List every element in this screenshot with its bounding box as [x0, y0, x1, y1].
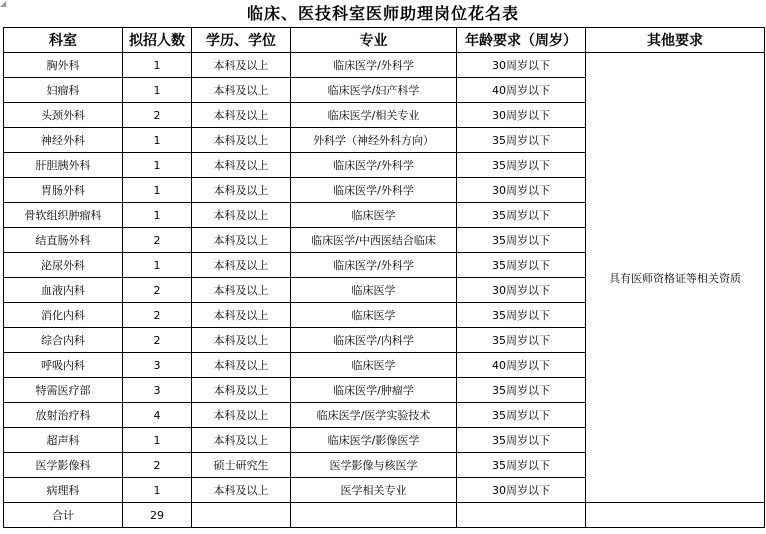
- cell-age: 35周岁以下: [457, 253, 586, 278]
- header-row: [4, 28, 765, 53]
- page-title: 临床、医技科室医师助理岗位花名表: [246, 4, 519, 23]
- cell-education: 本科及以上: [192, 203, 291, 228]
- cell-age: 35周岁以下: [457, 328, 586, 353]
- table-row: [4, 53, 765, 78]
- cell-age: 40周岁以下: [457, 78, 586, 103]
- cell-dept: 结直肠外科: [4, 228, 123, 253]
- cell-age: 40周岁以下: [457, 353, 586, 378]
- sheet-corner-marker: ◢: [0, 0, 7, 8]
- cell-dept: 呼吸内科: [4, 353, 123, 378]
- cell-major: 医学相关专业: [291, 478, 457, 503]
- cell-education: 本科及以上: [192, 253, 291, 278]
- table-body: [4, 53, 765, 528]
- cell-major: 临床医学: [291, 303, 457, 328]
- total-count: 29: [123, 503, 192, 528]
- cell-count: 2: [123, 103, 192, 128]
- cell-age: 35周岁以下: [457, 303, 586, 328]
- cell-major: 临床医学/外科学: [291, 153, 457, 178]
- cell-education: 本科及以上: [192, 378, 291, 403]
- cell-count: 2: [123, 303, 192, 328]
- cell-dept: 胃肠外科: [4, 178, 123, 203]
- cell-education: 本科及以上: [192, 353, 291, 378]
- cell-age: 30周岁以下: [457, 178, 586, 203]
- cell-age: 35周岁以下: [457, 428, 586, 453]
- cell-dept: 血液内科: [4, 278, 123, 303]
- cell-dept: 胸外科: [4, 53, 123, 78]
- cell-education: 本科及以上: [192, 178, 291, 203]
- cell-education: 本科及以上: [192, 328, 291, 353]
- cell-count: 2: [123, 228, 192, 253]
- cell-major: 临床医学/相关专业: [291, 103, 457, 128]
- cell-age: 30周岁以下: [457, 478, 586, 503]
- cell-dept: 放射治疗科: [4, 403, 123, 428]
- cell-count: 1: [123, 428, 192, 453]
- column-header-dept: 科室: [4, 28, 123, 53]
- cell-count: 1: [123, 178, 192, 203]
- cell-age: 30周岁以下: [457, 53, 586, 78]
- cell-dept: 病理科: [4, 478, 123, 503]
- cell-other-requirement: 具有医师资格证等相关资质: [586, 53, 765, 503]
- cell-dept: 医学影像科: [4, 453, 123, 478]
- column-header-age: 年龄要求（周岁）: [457, 28, 586, 53]
- cell-count: 1: [123, 128, 192, 153]
- cell-dept: 骨软组织肿瘤科: [4, 203, 123, 228]
- cell-count: 2: [123, 453, 192, 478]
- cell-major: 临床医学/肿瘤学: [291, 378, 457, 403]
- cell-dept: 泌尿外科: [4, 253, 123, 278]
- cell-major: 临床医学: [291, 203, 457, 228]
- cell-major: 临床医学: [291, 353, 457, 378]
- total-empty-age: [457, 503, 586, 528]
- cell-dept: 妇瘤科: [4, 78, 123, 103]
- cell-count: 1: [123, 478, 192, 503]
- cell-age: 35周岁以下: [457, 403, 586, 428]
- cell-major: 医学影像与核医学: [291, 453, 457, 478]
- cell-age: 35周岁以下: [457, 153, 586, 178]
- cell-dept: 超声科: [4, 428, 123, 453]
- column-header-education: 学历、学位: [192, 28, 291, 53]
- cell-count: 4: [123, 403, 192, 428]
- cell-count: 2: [123, 328, 192, 353]
- roster-table: [3, 27, 765, 528]
- cell-major: 临床医学/内科学: [291, 328, 457, 353]
- cell-major: 临床医学/妇产科学: [291, 78, 457, 103]
- cell-count: 2: [123, 278, 192, 303]
- cell-count: 1: [123, 153, 192, 178]
- cell-count: 1: [123, 253, 192, 278]
- cell-age: 30周岁以下: [457, 278, 586, 303]
- cell-education: 本科及以上: [192, 103, 291, 128]
- cell-count: 3: [123, 353, 192, 378]
- cell-major: 临床医学/外科学: [291, 178, 457, 203]
- cell-major: 临床医学/外科学: [291, 53, 457, 78]
- cell-education: 本科及以上: [192, 278, 291, 303]
- total-empty-other: [586, 503, 765, 528]
- column-header-count: 拟招人数: [123, 28, 192, 53]
- cell-education: 本科及以上: [192, 78, 291, 103]
- cell-education: 本科及以上: [192, 428, 291, 453]
- cell-education: 本科及以上: [192, 53, 291, 78]
- cell-count: 1: [123, 53, 192, 78]
- total-label: 合计: [4, 503, 123, 528]
- total-empty-education: [192, 503, 291, 528]
- column-header-other: 其他要求: [586, 28, 765, 53]
- cell-education: 本科及以上: [192, 403, 291, 428]
- total-empty-major: [291, 503, 457, 528]
- cell-dept: 消化内科: [4, 303, 123, 328]
- cell-age: 30周岁以下: [457, 103, 586, 128]
- cell-age: 35周岁以下: [457, 453, 586, 478]
- cell-education: 本科及以上: [192, 153, 291, 178]
- cell-education: 本科及以上: [192, 228, 291, 253]
- cell-age: 35周岁以下: [457, 228, 586, 253]
- cell-education: 本科及以上: [192, 303, 291, 328]
- cell-education: 硕士研究生: [192, 453, 291, 478]
- cell-age: 35周岁以下: [457, 128, 586, 153]
- column-header-major: 专业: [291, 28, 457, 53]
- cell-education: 本科及以上: [192, 478, 291, 503]
- cell-major: 临床医学/医学实验技术: [291, 403, 457, 428]
- cell-dept: 肝胆胰外科: [4, 153, 123, 178]
- cell-dept: 头颈外科: [4, 103, 123, 128]
- cell-major: 临床医学/外科学: [291, 253, 457, 278]
- cell-major: 外科学（神经外科方向）: [291, 128, 457, 153]
- cell-age: 35周岁以下: [457, 203, 586, 228]
- cell-count: 3: [123, 378, 192, 403]
- cell-major: 临床医学: [291, 278, 457, 303]
- cell-count: 1: [123, 78, 192, 103]
- total-row: [4, 503, 765, 528]
- cell-dept: 神经外科: [4, 128, 123, 153]
- cell-education: 本科及以上: [192, 128, 291, 153]
- cell-count: 1: [123, 203, 192, 228]
- cell-major: 临床医学/影像医学: [291, 428, 457, 453]
- cell-dept: 特需医疗部: [4, 378, 123, 403]
- cell-major: 临床医学/中西医结合临床: [291, 228, 457, 253]
- cell-dept: 综合内科: [4, 328, 123, 353]
- cell-age: 35周岁以下: [457, 378, 586, 403]
